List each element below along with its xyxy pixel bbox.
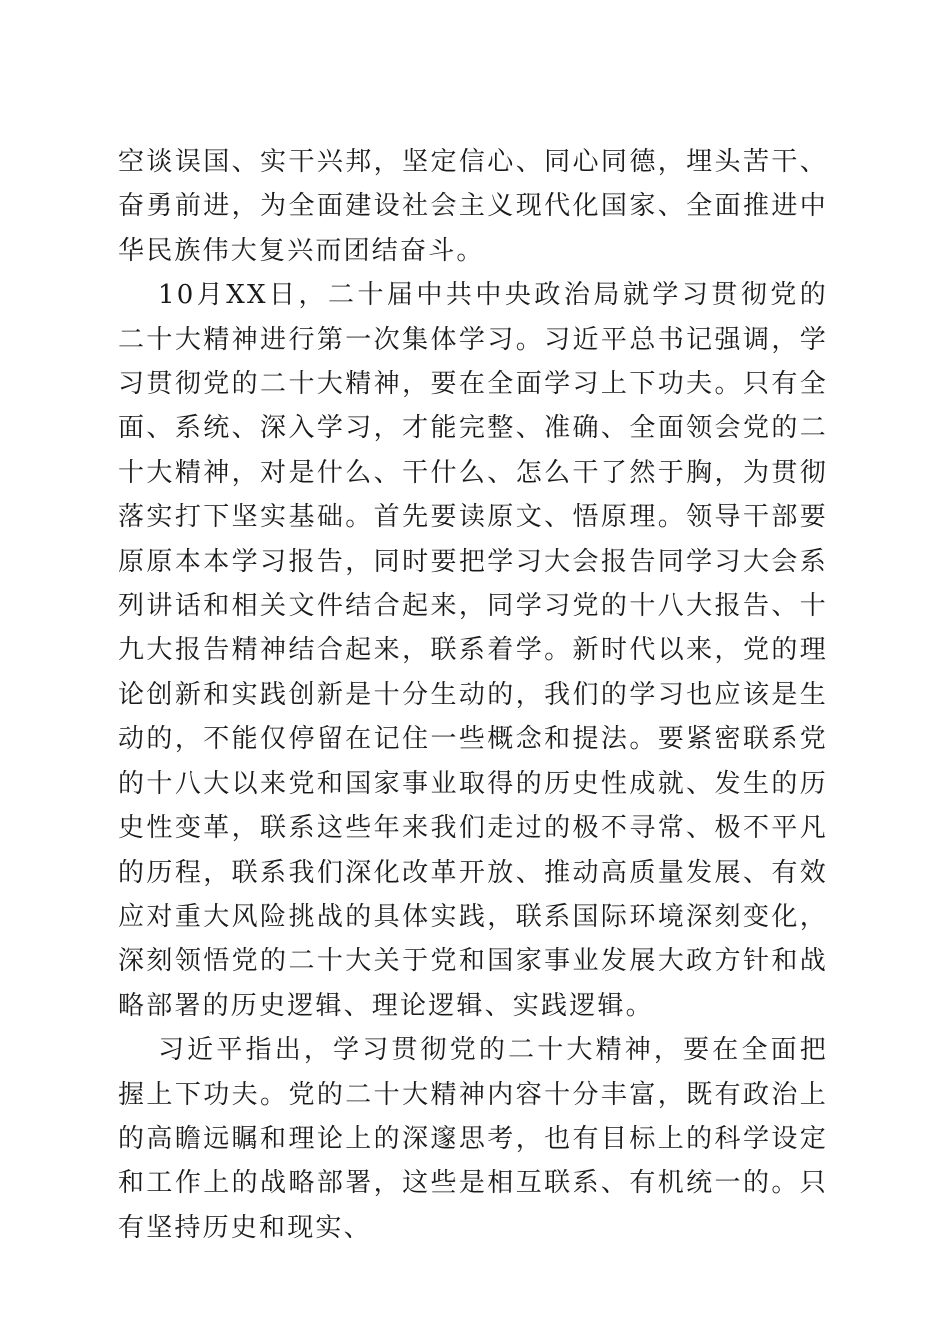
document-body [118, 140, 828, 1250]
paragraph-3: 习近平指出，学习贯彻党的二十大精神，要在全面把握上下功夫。党的二十大精神内容十分丰富，既有政治上的高瞻远瞩和理论上的深邃思考，也有目标上的科学设定和工作上的战略部署，这些是相互联系、有机统一的。只有坚持历史和现实、 [118, 1035, 828, 1243]
paragraph-1: 空谈误国、实干兴邦，坚定信心、同心同德，埋头苦干、奋勇前进，为全面建设社会主义现代化国家、全面推进中华民族伟大复兴而团结奋斗。 [118, 147, 828, 266]
paragraph-2: 10月XX日，二十届中共中央政治局就学习贯彻党的二十大精神进行第一次集体学习。习近平总书记强调，学习贯彻党的二十大精神，要在全面学习上下功夫。只有全面、系统、深入学习，才能完整、准确、全面领会党的二十大精神，对是什么、干什么、怎么干了然于胸，为贯彻落实打下坚实基础。首先要读原文、悟原理。领导干部要原原本本学习报告，同时要把学习大会报告同学习大会系列讲话和相关文件结合起来，同学习党的十八大报告、十九大报告精神结合起来，联系着学。新时代以来，党的理论创新和实践创新是十分生动的，我们的学习也应该是生动的，不能仅停留在记住一些概念和提法。要紧密联系党的十八大以来党和国家事业取得的历史性成就、发生的历史性变革，联系这些年来我们走过的极不寻常、极不平凡的历程，联系我们深化改革开放、推动高质量发展、有效应对重大风险挑战的具体实践，联系国际环境深刻变化，深刻领悟党的二十大关于党和国家事业发展大政方针和战略部署的历史逻辑、理论逻辑、实践逻辑。 [118, 280, 828, 1021]
